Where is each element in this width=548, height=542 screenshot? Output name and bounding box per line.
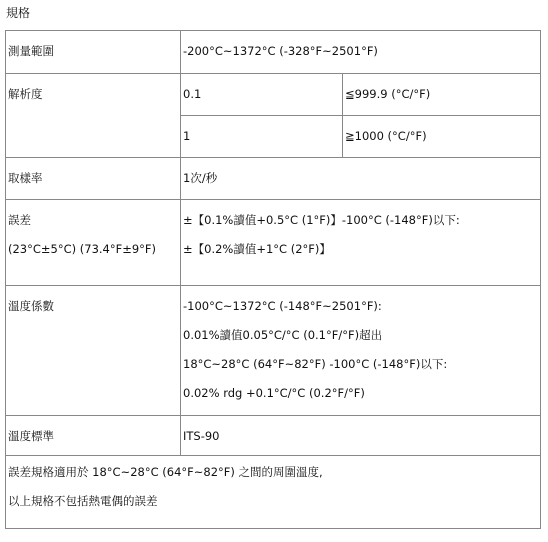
table-row — [6, 456, 541, 529]
error-line-2: ±【0.2%讀值+1°C (2°F)】 — [183, 242, 331, 256]
notes-cell — [6, 456, 541, 529]
table-row — [6, 158, 541, 200]
range-value: -200°C~1372°C (-328°F~2501°F) — [181, 31, 541, 74]
temp-coefficient-line-3: 18°C~28°C (64°F~82°F) -100°C (-148°F)以下: — [183, 357, 448, 371]
resolution-label: 解析度 — [6, 74, 181, 158]
table-row — [6, 416, 541, 456]
temp-standard-value: ITS-90 — [181, 416, 541, 456]
error-label-cell — [6, 200, 181, 286]
sample-rate-value: 1次/秒 — [181, 158, 541, 200]
temp-coefficient-line-2: 0.01%讀值0.05°C/°C (0.1°F/°F)超出 — [183, 328, 383, 342]
resolution-value-1: 0.1 — [181, 74, 343, 116]
spec-table — [5, 30, 541, 529]
table-row — [6, 286, 541, 416]
table-row — [6, 200, 541, 286]
error-label-note: (23°C±5°C) (73.4°F±9°F) — [8, 242, 157, 256]
resolution-condition-1: ≦999.9 (°C/°F) — [343, 74, 541, 116]
error-line-1: ±【0.1%讀值+0.5°C (1°F)】-100°C (-148°F)以下: — [183, 213, 460, 227]
temp-coefficient-cell — [181, 286, 541, 416]
temp-coefficient-label: 溫度係數 — [6, 286, 181, 416]
error-value-cell — [181, 200, 541, 286]
table-row — [6, 74, 541, 116]
range-label: 測量範圍 — [6, 31, 181, 74]
page-title: 規格 — [6, 6, 31, 20]
resolution-condition-2: ≧1000 (°C/°F) — [343, 116, 541, 158]
error-label: 誤差 — [8, 213, 31, 227]
resolution-value-2: 1 — [181, 116, 343, 158]
temp-standard-label: 溫度標準 — [6, 416, 181, 456]
temp-coefficient-line-1: -100°C~1372°C (-148°F~2501°F): — [183, 299, 382, 313]
note-line-2: 以上規格不包括熱電偶的誤差 — [8, 494, 158, 508]
temp-coefficient-line-4: 0.02% rdg +0.1°C/°C (0.2°F/°F) — [183, 386, 365, 400]
note-line-1: 誤差規格適用於 18°C~28°C (64°F~82°F) 之間的周圍溫度, — [8, 465, 323, 479]
table-row — [6, 31, 541, 74]
sample-rate-label: 取樣率 — [6, 158, 181, 200]
